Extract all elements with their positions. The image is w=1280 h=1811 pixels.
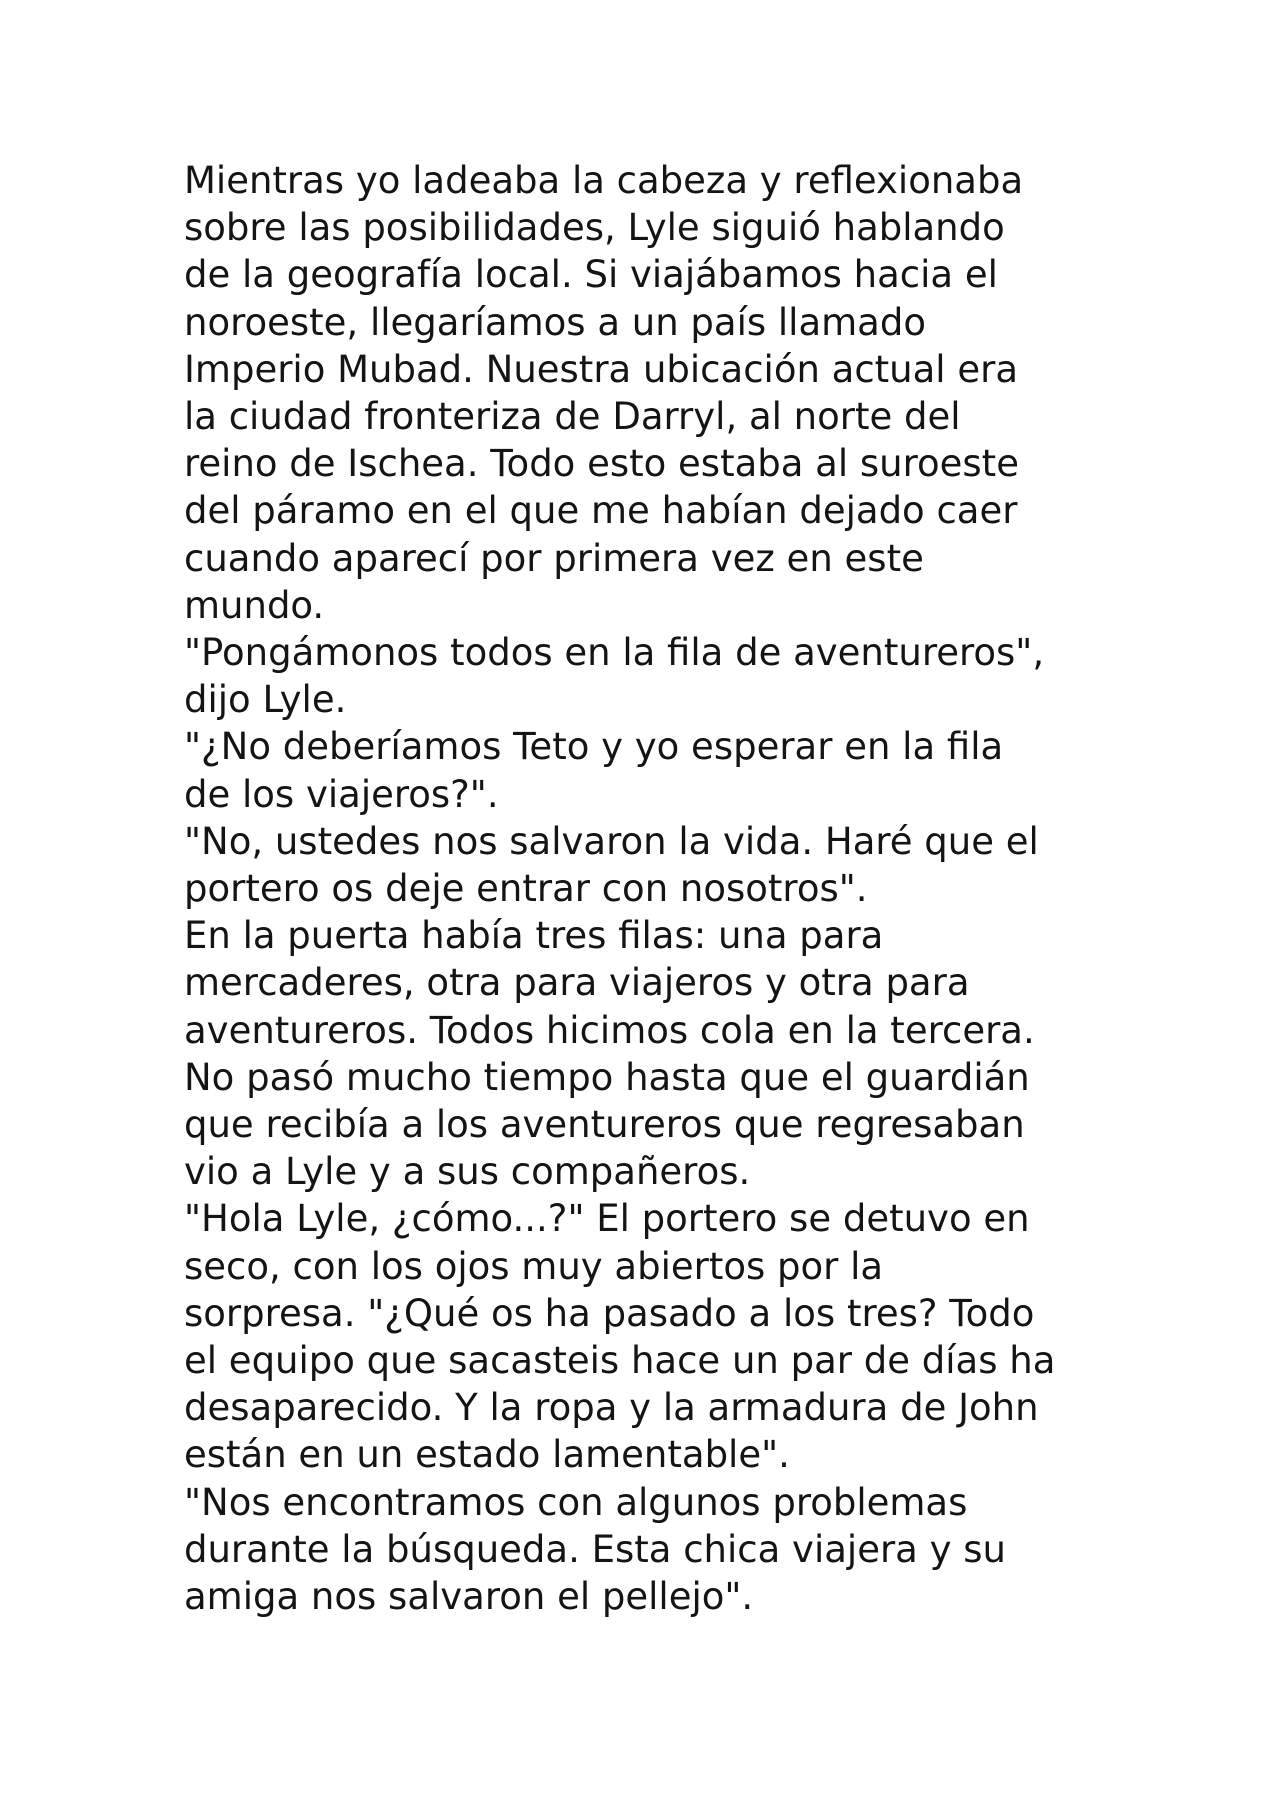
text-line: de la geografía local. Si viajábamos hacia el <box>184 253 998 297</box>
text-line: vio a Lyle y a sus compañeros. <box>184 1150 751 1194</box>
text-line: No pasó mucho tiempo hasta que el guardián <box>184 1055 1030 1099</box>
text-line: "Nos encontramos con algunos problemas <box>184 1480 968 1524</box>
text-line: "¿No deberíamos Teto y yo esperar en la fila <box>184 725 1004 769</box>
text-line: dijo Lyle. <box>184 678 347 722</box>
text-line: desaparecido. Y la ropa y la armadura de John <box>184 1386 1039 1430</box>
text-line: que recibía a los aventureros que regresaban <box>184 1103 1025 1147</box>
text-line: están en un estado lamentable". <box>184 1433 790 1477</box>
text-line: mercaderes, otra para viajeros y otra para <box>184 961 970 1005</box>
text-line: del páramo en el que me habían dejado caer <box>184 489 1018 533</box>
text-line: noroeste, llegaríamos a un país llamado <box>184 300 926 344</box>
text-line: durante la búsqueda. Esta chica viajera y su <box>184 1527 1006 1571</box>
body-text <box>184 157 1124 1620</box>
text-line: amiga nos salvaron el pellejo". <box>184 1575 754 1619</box>
text-line: reino de Ischea. Todo esto estaba al suroeste <box>184 442 1019 486</box>
text-line: "Pongámonos todos en la fila de aventureros", <box>184 631 1045 675</box>
text-line: cuando aparecí por primera vez en este <box>184 536 924 580</box>
text-line: el equipo que sacasteis hace un par de días ha <box>184 1339 1056 1383</box>
text-line: portero os deje entrar con nosotros". <box>184 867 868 911</box>
text-line: aventureros. Todos hicimos cola en la tercera. <box>184 1008 1035 1052</box>
text-line: de los viajeros?". <box>184 772 499 816</box>
text-line: sobre las posibilidades, Lyle siguió hablando <box>184 206 1005 250</box>
text-line: Imperio Mubad. Nuestra ubicación actual era <box>184 347 1018 391</box>
text-line: sorpresa. "¿Qué os ha pasado a los tres? Todo <box>184 1291 1035 1335</box>
text-line: "Hola Lyle, ¿cómo...?" El portero se detuvo en <box>184 1197 1030 1241</box>
text-line: mundo. <box>184 583 325 627</box>
text-line: la ciudad fronteriza de Darryl, al norte del <box>184 395 961 439</box>
text-line: Mientras yo ladeaba la cabeza y reflexionaba <box>184 159 1024 202</box>
text-line: "No, ustedes nos salvaron la vida. Haré que el <box>184 819 1039 863</box>
text-line: seco, con los ojos muy abiertos por la <box>184 1244 884 1288</box>
text-line: En la puerta había tres filas: una para <box>184 914 884 958</box>
